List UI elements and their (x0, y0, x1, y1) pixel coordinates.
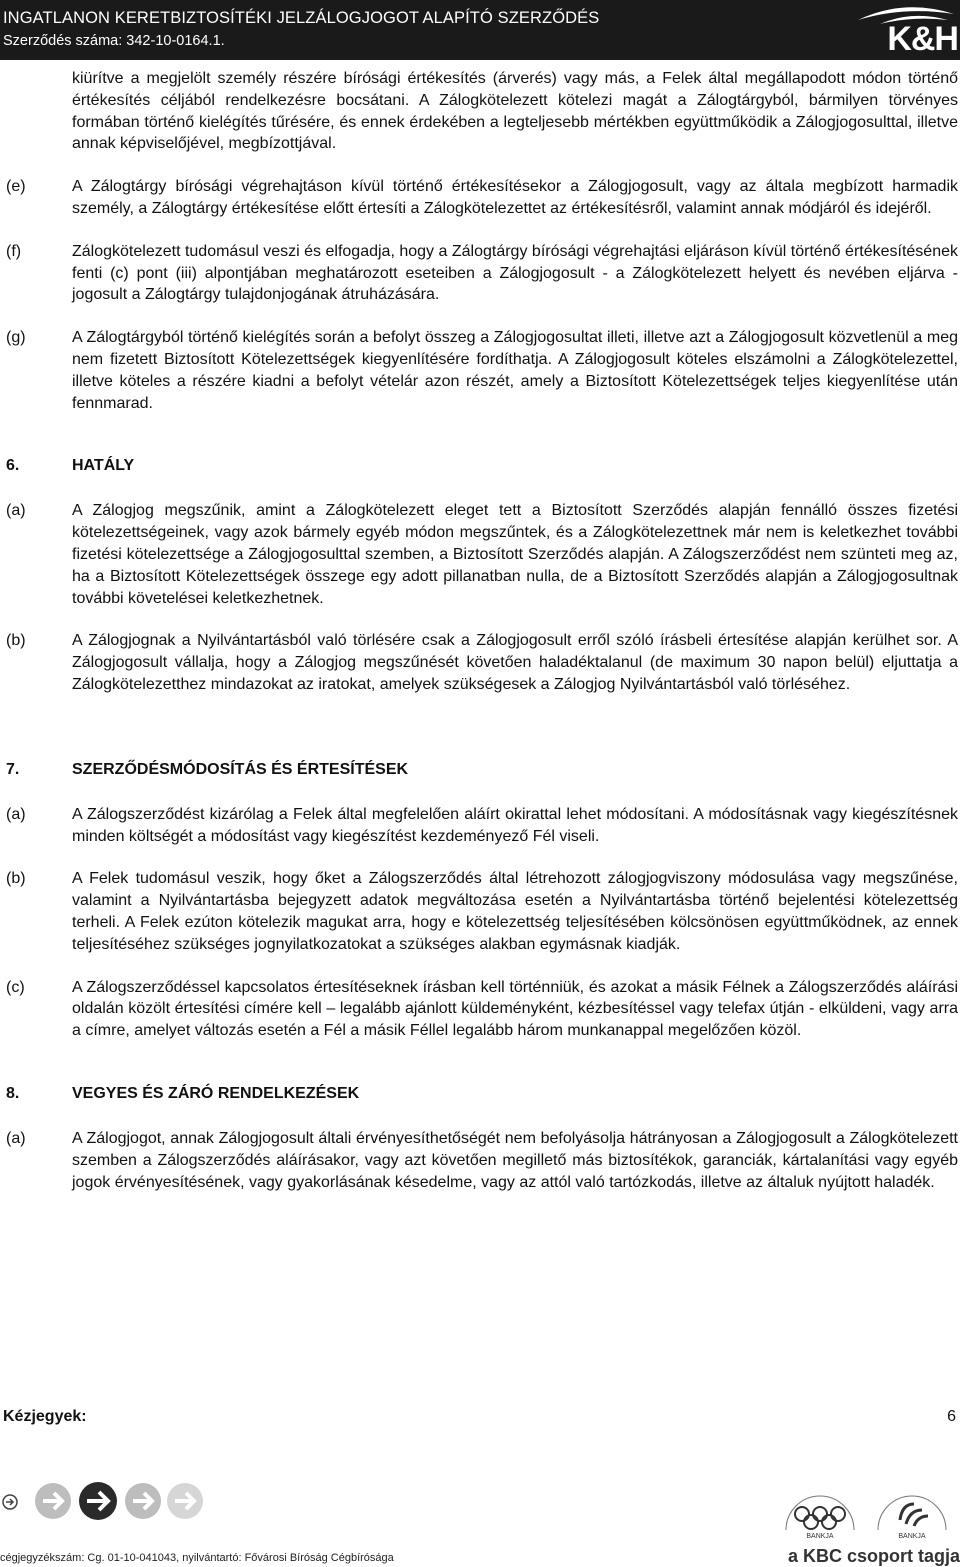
company-registry: cégjegyzékszám: Cg. 01-10-041043, nyilvántartó: Fővárosi Bíróság Cégbírósága (0, 1552, 394, 1564)
paragraph-label: (e) (6, 178, 26, 196)
paragraph-text: A Zálogjognak a Nyilvántartásból való törlésére csak a Zálogjogosult erről szóló írásbeli értesítése alapján kerülhet sor. A Zálogjogosult vállalja, hogy a Zálogjog megszűnését követően haladéktalanul (de maximum 30 napon belül) eljuttatja a Zálogkötelezetthez mindazokat az iratokat, amelyek szükségesek a Zálogjog Nyilvántartásból való törléséhez. (72, 632, 958, 693)
section-number: 7. (6, 760, 20, 778)
paragraph-continuation (72, 68, 958, 155)
paragraph-label: (a) (6, 1129, 26, 1147)
arrow-right-icon (124, 1482, 162, 1520)
section-number: 6. (6, 457, 20, 475)
paragraph-text: A Felek tudomásul veszik, hogy őket a Zálogszerződés által létrehozott zálogjogviszony módosulása vagy megszűnése, valamint a Nyilvántartásba bejegyzett adatok megváltozása esetén a Nyilvántartásba történő bejelentési kötelezettség terheli. A Felek ezúton kötelezik magukat arra, hogy e kötelezettség teljesítésében kölcsönösen együttműködnek, az ennek teljesítéséhez szükséges jognyilatkozatokat a szükséges alakban egymásnak kiadják. (72, 870, 958, 953)
section6-item-a (6, 500, 958, 609)
paragraph-label: (a) (6, 502, 26, 520)
paragraph-f (6, 241, 958, 306)
paralympic-team-badge-icon (872, 1470, 952, 1540)
arrow-right-icon (166, 1482, 204, 1520)
arrow-right-icon (34, 1482, 72, 1520)
paragraph-text: A Zálogjogot, annak Zálogjogosult általi érvényesíthetőségét nem befolyásolja hátrányosan a Zálogjogosult a Zálogkötelezett szemben a Zálogszerződés aláírásakor, vagy azt követően megillető más biztosítékok, garanciák, kártalanítási vagy egyéb jogok érvényesítésének, vagy gyakorlásának késedelme, vagy az attól való tartózkodás, illetve az általuk nyújtott haladék. (72, 1129, 958, 1191)
section-heading-8 (6, 1084, 960, 1107)
section7-item-a (6, 804, 958, 848)
paragraph-g (6, 327, 958, 414)
olympic-team-badge-icon (780, 1470, 860, 1540)
document-body (0, 68, 960, 1193)
section-heading-6 (6, 457, 960, 479)
document-title: INGATLANON KERETBIZTOSÍTÉKI JELZÁLOGJOGOT ALAPÍTÓ SZERZŐDÉS (3, 9, 600, 27)
svg-text:BANKJA: BANKJA (806, 1533, 834, 1540)
small-arrow-icon (0, 1492, 20, 1512)
kh-logo (850, 4, 958, 56)
document-header (0, 0, 960, 60)
paragraph-e (6, 176, 958, 220)
kbc-group-tagline: a KBC csoport tagja (787, 1546, 960, 1566)
paragraph-label: (c) (6, 978, 25, 996)
paragraph-label: (b) (6, 870, 26, 888)
paragraph-text: A Zálogtárgyból történő kielégítés során a befolyt összeg a Zálogjogosultat illeti, illetve azt a Zálogjogosult közvetlenül a meg nem fizetett Biztosított Kötelezettségek kiegyenlítésére fordíthatja. A Zálogjogosult köteles elszámolni a Zálogkötelezettel, illetve köteles a részére kiadni a befolyt vételár azon részét, amely a Biztosított Kötelezettségek teljes kiegyenlítése után fennmarad. (72, 329, 958, 412)
paragraph-text: A Zálogjog megszűnik, amint a Zálogkötelezett eleget tett a Biztosított Szerződés alapján fennálló összes fizetési kötelezettségeinek, vagy azok bármely egyéb módon megszűntek, és a Zálogkötelezettnek már nem is keletkezhet további fizetési kötelezettsége a Zálogjogosulttal szemben, a Biztosított Szerződés alapján. A Zálogszerződést nem szünteti meg az, ha a Biztosított Kötelezettségek összege egy adott pillanatban nulla, de a Biztosított Szerződés alapján a Zálogjogosultnak további követelései keletkezhetnek. (72, 502, 958, 607)
paragraph-text: Zálogkötelezett tudomásul veszi és elfogadja, hogy a Zálogtárgy bírósági végrehajtási eljáráson kívül történő értékesítésének fenti (c) pont (iii) alpontjában meghatározott eseteiben a Zálogjogosult - a Zálogkötelezett helyett és nevében eljárva - jogosult a Zálogtárgy tulajdonjogának átruházására. (72, 242, 958, 304)
kh-logo-text: K&H (887, 20, 958, 58)
team-badges (780, 1470, 960, 1540)
section-title: VEGYES ÉS ZÁRÓ RENDELKEZÉSEK (72, 1084, 360, 1102)
section8-item-a (6, 1128, 958, 1193)
page-number: 6 (947, 1408, 956, 1425)
initials-label: Kézjegyek: (3, 1408, 87, 1425)
paragraph-text: A Zálogtárgy bírósági végrehajtáson kívül történő értékesítésekor a Zálogjogosult, vagy az általa megbízott harmadik személy, a Zálogtárgy értékesítése előtt értesíti a Zálogkötelezettet az értékesítésről, valamint annak módjáról és idejéről. (72, 178, 958, 217)
paragraph-text: kiürítve a megjelölt személy részére bírósági értékesítés (árverés) vagy más, a Felek által megállapodott módon történő értékesítés céljából rendelkezésre bocsátani. A Zálogkötelezett kötelezi magát a Zálogtárgyból, bármilyen törvényes formában történő kielégítés tűrésére, és ennek érdekében a legteljesebb mértékben együttműködik a Zálogjogosulttal, illetve annak képviselőjével, megbízottjával. (72, 70, 958, 153)
arrow-right-icon (78, 1481, 118, 1521)
paragraph-text: A Zálogszerződést kizárólag a Felek által megfelelően aláírt okirattal lehet módosítani. A módosításnak vagy kiegészítésnek minden költségét a módosítást vagy kiegészítést kezdeményező Fél viseli. (72, 805, 958, 845)
section7-item-c (6, 977, 958, 1042)
section6-item-b (6, 630, 958, 695)
section-title: SZERZŐDÉSMÓDOSÍTÁS ÉS ÉRTESÍTÉSEK (72, 760, 409, 778)
svg-text:BANKJA: BANKJA (898, 1533, 926, 1540)
paragraph-label: (b) (6, 632, 26, 650)
section-number: 8. (6, 1084, 20, 1102)
section-title: HATÁLY (72, 457, 135, 475)
section7-item-b (6, 868, 958, 955)
navigation-arrows (0, 1478, 300, 1528)
contract-number: Szerződés száma: 342-10-0164.1. (3, 33, 225, 49)
paragraph-label: (f) (6, 242, 22, 260)
paragraph-label: (a) (6, 805, 26, 823)
section-heading-7 (6, 760, 960, 783)
paragraph-label: (g) (6, 329, 26, 347)
paragraph-text: A Zálogszerződéssel kapcsolatos értesítéseknek írásban kell történniük, és azokat a másik Félnek a Zálogszerződés aláírási oldalán közölt értesítési címére kell – legalább ajánlott küldeményként, kézbesítéssel vagy telefax útján - elküldeni, vagy arra a címre, amelyet változás esetén a Fél a másik Féllel legalább három munkanappal megelőzően közöl. (72, 978, 958, 1040)
